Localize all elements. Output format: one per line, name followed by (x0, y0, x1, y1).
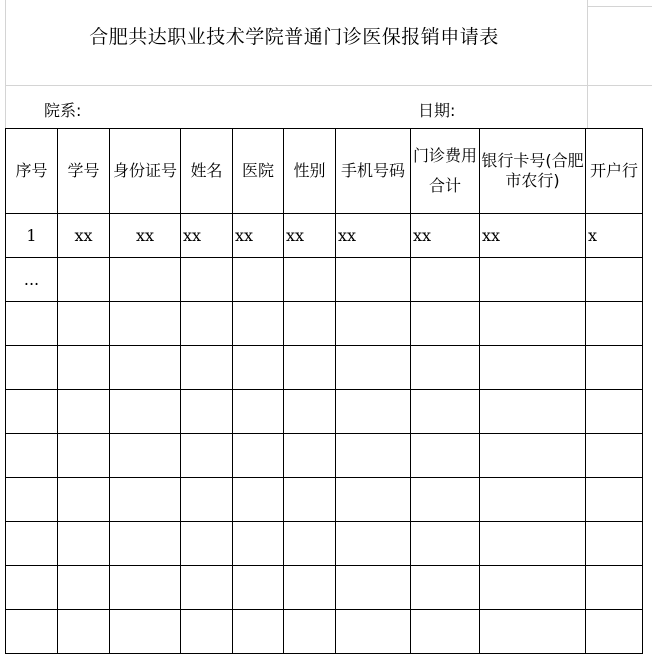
header-cell-gender[interactable]: 性别 (284, 129, 336, 214)
table-cell[interactable] (181, 478, 233, 522)
table-cell[interactable] (110, 478, 181, 522)
gridline (5, 85, 652, 86)
table-cell[interactable] (480, 434, 586, 478)
table-cell[interactable] (110, 346, 181, 390)
table-header-row (6, 129, 643, 214)
table-cell[interactable] (336, 346, 411, 390)
table-cell[interactable] (480, 258, 586, 302)
table-cell[interactable] (58, 390, 110, 434)
table-cell[interactable] (411, 346, 480, 390)
table-cell[interactable] (6, 346, 58, 390)
table-cell[interactable] (411, 434, 480, 478)
table-cell[interactable] (233, 478, 284, 522)
table-cell[interactable] (586, 390, 643, 434)
table-cell[interactable] (181, 258, 233, 302)
table-cell[interactable] (6, 522, 58, 566)
table-cell[interactable] (181, 302, 233, 346)
table-cell[interactable] (6, 434, 58, 478)
table-cell[interactable]: xx (336, 214, 411, 258)
table-cell[interactable] (58, 566, 110, 610)
table-cell[interactable] (233, 302, 284, 346)
header-cell-id-card[interactable]: 身份证号 (110, 129, 181, 214)
gridline (5, 0, 6, 128)
table-cell[interactable] (284, 522, 336, 566)
table-cell[interactable] (336, 258, 411, 302)
table-cell[interactable] (336, 302, 411, 346)
reimbursement-table (5, 128, 643, 654)
table-cell[interactable] (58, 610, 110, 654)
table-cell[interactable]: xx (233, 214, 284, 258)
table-cell[interactable] (284, 390, 336, 434)
table-cell[interactable] (586, 346, 643, 390)
table-cell[interactable] (233, 610, 284, 654)
table-cell[interactable] (336, 478, 411, 522)
table-cell[interactable] (233, 566, 284, 610)
header-cell-name[interactable]: 姓名 (181, 129, 233, 214)
table-cell[interactable] (110, 390, 181, 434)
table-cell[interactable] (110, 434, 181, 478)
table-cell[interactable] (411, 390, 480, 434)
table-cell[interactable] (586, 258, 643, 302)
table-cell[interactable] (411, 522, 480, 566)
table-cell[interactable] (480, 522, 586, 566)
table-cell[interactable] (6, 566, 58, 610)
table-cell[interactable] (6, 610, 58, 654)
table-cell[interactable] (58, 478, 110, 522)
table-row (6, 258, 643, 302)
department-label: 院系: (44, 101, 82, 120)
table-cell[interactable] (181, 566, 233, 610)
table-cell[interactable] (58, 522, 110, 566)
header-cell-bank-branch[interactable]: 开户行 (586, 129, 643, 214)
table-cell[interactable] (110, 522, 181, 566)
table-cell[interactable]: x (586, 214, 643, 258)
table-cell[interactable] (586, 566, 643, 610)
table-cell[interactable] (6, 302, 58, 346)
table-cell[interactable] (181, 434, 233, 478)
table-row (6, 478, 643, 522)
table-cell[interactable] (6, 390, 58, 434)
table-row (6, 566, 643, 610)
table-cell[interactable] (586, 434, 643, 478)
table-cell[interactable] (480, 346, 586, 390)
table-row (6, 302, 643, 346)
table-cell[interactable] (586, 302, 643, 346)
table-cell[interactable]: 1 (6, 214, 58, 258)
table-cell[interactable]: xx (110, 214, 181, 258)
table-row (6, 522, 643, 566)
table-cell[interactable] (411, 302, 480, 346)
table-cell[interactable] (110, 610, 181, 654)
table-cell[interactable] (480, 610, 586, 654)
table-cell[interactable] (480, 390, 586, 434)
table-cell[interactable] (233, 434, 284, 478)
header-cell-phone[interactable]: 手机号码 (336, 129, 411, 214)
date-label: 日期: (418, 101, 456, 120)
table-cell[interactable] (480, 566, 586, 610)
table-cell[interactable] (284, 610, 336, 654)
table-cell[interactable]: xx (181, 214, 233, 258)
table-cell[interactable] (586, 522, 643, 566)
table-cell[interactable] (110, 258, 181, 302)
table-cell[interactable] (586, 478, 643, 522)
table-cell[interactable] (181, 390, 233, 434)
table-cell[interactable] (233, 522, 284, 566)
table-cell[interactable] (6, 478, 58, 522)
table-cell[interactable] (233, 258, 284, 302)
table-cell[interactable] (181, 610, 233, 654)
header-cell-hospital[interactable]: 医院 (233, 129, 284, 214)
table-cell[interactable] (58, 302, 110, 346)
table-cell[interactable] (181, 522, 233, 566)
header-cell-bank-card[interactable]: 银行卡号(合肥市农行) (480, 129, 586, 214)
table-cell[interactable] (411, 258, 480, 302)
table-cell[interactable] (411, 478, 480, 522)
table-cell[interactable] (284, 478, 336, 522)
table-cell[interactable] (284, 434, 336, 478)
header-cell-seq[interactable]: 序号 (6, 129, 58, 214)
table-cell[interactable] (411, 566, 480, 610)
table-cell[interactable] (284, 258, 336, 302)
table-cell[interactable] (58, 434, 110, 478)
table-cell[interactable] (336, 522, 411, 566)
table-cell[interactable] (110, 302, 181, 346)
table-cell[interactable] (480, 302, 586, 346)
table-cell[interactable] (336, 390, 411, 434)
table-cell[interactable]: xx (284, 214, 336, 258)
table-cell[interactable] (58, 346, 110, 390)
table-cell[interactable]: xx (58, 214, 110, 258)
table-cell[interactable]: xx (480, 214, 586, 258)
table-row (6, 346, 643, 390)
table-cell[interactable] (58, 258, 110, 302)
table-cell[interactable] (110, 566, 181, 610)
header-cell-total-fee[interactable]: 门诊费用合计 (411, 129, 480, 214)
table-row (6, 434, 643, 478)
table-cell[interactable] (181, 346, 233, 390)
table-cell[interactable]: ... (6, 258, 58, 302)
table-cell[interactable] (284, 302, 336, 346)
table-row (6, 214, 643, 258)
table-cell[interactable] (411, 610, 480, 654)
table-cell[interactable]: xx (411, 214, 480, 258)
table-cell[interactable] (284, 566, 336, 610)
table-cell[interactable] (480, 478, 586, 522)
table-cell[interactable] (336, 434, 411, 478)
table-cell[interactable] (586, 610, 643, 654)
table-cell[interactable] (284, 346, 336, 390)
form-title: 合肥共达职业技术学院普通门诊医保报销申请表 (89, 26, 499, 48)
table-cell[interactable] (233, 390, 284, 434)
header-cell-student-id[interactable]: 学号 (58, 129, 110, 214)
table-cell[interactable] (233, 346, 284, 390)
gridline (587, 6, 652, 7)
gridline (587, 0, 588, 128)
table-row (6, 390, 643, 434)
table-cell[interactable] (336, 566, 411, 610)
table-cell[interactable] (336, 610, 411, 654)
table-row (6, 610, 643, 654)
